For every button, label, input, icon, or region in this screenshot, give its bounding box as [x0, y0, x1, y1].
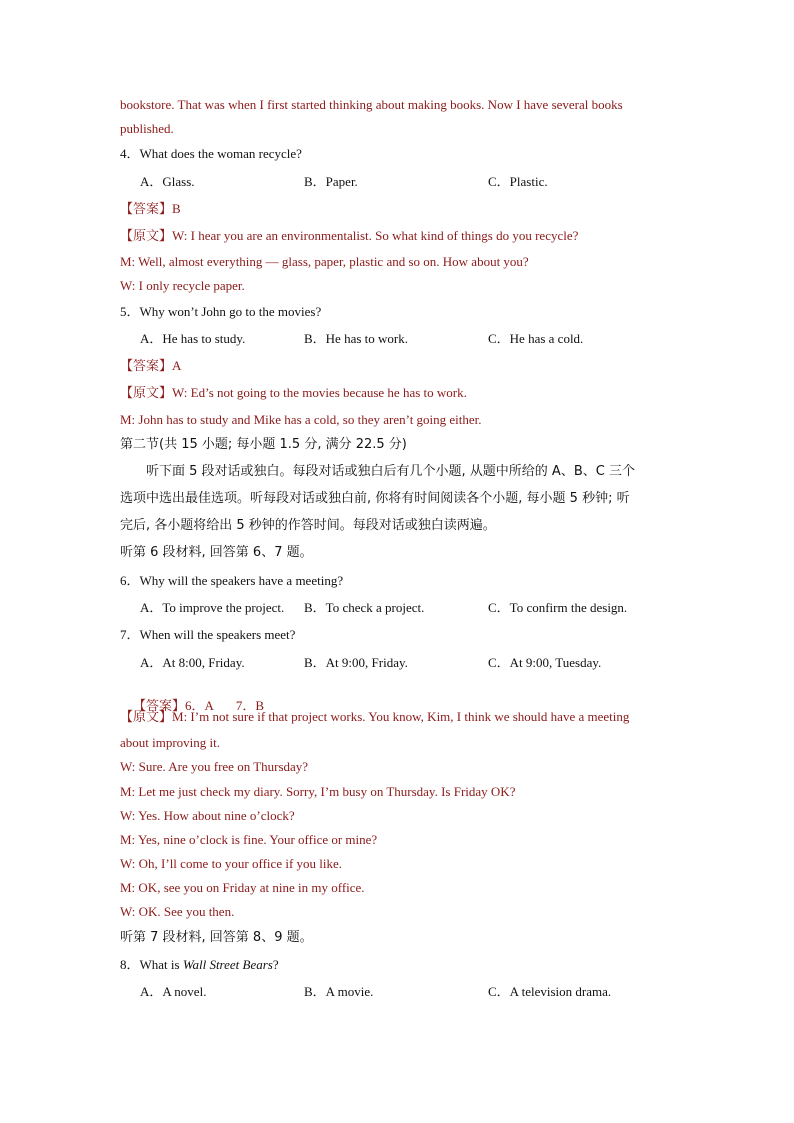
m6-script-line-9: W: OK. See you then.	[120, 904, 235, 919]
q5-script-line-1: 【原文】W: Ed’s not going to the movies because he has to work.	[120, 385, 467, 401]
title-italic: Wall Street Bears	[182, 957, 273, 972]
material-6-title: 听第 6 段材料, 回答第 6、7 题。	[120, 545, 313, 560]
q5-option-a: A．He has to study.	[140, 331, 246, 346]
q5-option-b: B．He has to work.	[304, 331, 408, 346]
m6-script-line-2: about improving it.	[120, 735, 221, 750]
q4-script-line-3: W: I only recycle paper.	[120, 278, 245, 293]
q6-option-b: B．To check a project.	[304, 600, 425, 615]
answer-tag: 【答案】	[120, 202, 173, 217]
q6-option-a: A．To improve the project.	[140, 600, 285, 615]
answer-tag: 【答案】	[120, 359, 173, 374]
m6-script-line-8: M: OK, see you on Friday at nine in my office.	[120, 880, 365, 895]
section-2-instructions-2: 选项中选出最佳选项。听每段对话或独白前, 你将有时间阅读各个小题, 每小题 5 秒钟; 听	[120, 491, 630, 506]
q4-script-line-1: 【原文】W: I hear you are an environmentalist. So what kind of things do you recycle?	[120, 228, 579, 244]
question-4: 4．What does the woman recycle?	[120, 146, 302, 161]
m6-script-line-1: 【原文】M: I’m not sure if that project works. You know, Kim, I think we should have a meeting	[120, 709, 630, 725]
q6-option-c: C．To confirm the design.	[488, 600, 628, 615]
q4-option-c: C．Plastic.	[488, 174, 548, 189]
answer-value: A	[172, 358, 182, 373]
section-2-instructions-3: 完后, 各小题将给出 5 秒钟的作答时间。每段对话或独白读两遍。	[120, 518, 496, 533]
q7-option-c: C．At 9:00, Tuesday.	[488, 655, 602, 670]
m6-script-line-5: W: Yes. How about nine o’clock?	[120, 808, 295, 823]
material-7-title: 听第 7 段材料, 回答第 8、9 题。	[120, 930, 313, 945]
question-6: 6．Why will the speakers have a meeting?	[120, 573, 344, 588]
section-2-instructions-1: 听下面 5 段对话或独白。每段对话或独白后有几个小题, 从题中所给的 A、B、C 三个	[146, 464, 635, 479]
answer-value: 6．A 7．B	[185, 698, 265, 713]
q8-option-c: C．A television drama.	[488, 984, 612, 999]
q7-option-a: A．At 8:00, Friday.	[140, 655, 245, 670]
question-5: 5．Why won’t John go to the movies?	[120, 304, 322, 319]
question-8: 8．What is Wall Street Bears?	[120, 957, 279, 972]
section-2-title: 第二节(共 15 小题; 每小题 1.5 分, 满分 22.5 分)	[120, 437, 407, 452]
script-tag: 【原文】	[120, 710, 173, 725]
script-tag: 【原文】	[120, 386, 173, 401]
q7-option-b: B．At 9:00, Friday.	[304, 655, 408, 670]
question-7: 7．When will the speakers meet?	[120, 627, 296, 642]
answer-tag: 【答案】	[133, 699, 186, 714]
m6-script-line-3: W: Sure. Are you free on Thursday?	[120, 759, 309, 774]
q5-answer	[120, 358, 181, 375]
intro-line-1: bookstore. That was when I first started thinking about making books. Now I have several books	[120, 97, 623, 112]
q4-option-a: A．Glass.	[140, 174, 195, 189]
q4-script-line-2: M: Well, almost everything — glass, paper, plastic and so on. How about you?	[120, 254, 529, 269]
intro-line-2: published.	[120, 121, 174, 136]
m6-script-line-7: W: Oh, I’ll come to your office if you like.	[120, 856, 343, 871]
q8-option-b: B．A movie.	[304, 984, 374, 999]
answer-value: B	[172, 201, 181, 216]
q8-option-a: A．A novel.	[140, 984, 207, 999]
q4-option-b: B．Paper.	[304, 174, 358, 189]
m6-script-line-6: M: Yes, nine o’clock is fine. Your office or mine?	[120, 832, 378, 847]
script-tag: 【原文】	[120, 229, 173, 244]
q5-option-c: C．He has a cold.	[488, 331, 584, 346]
q4-answer	[120, 201, 181, 218]
m6-script-line-4: M: Let me just check my diary. Sorry, I’m busy on Thursday. Is Friday OK?	[120, 784, 516, 799]
q5-script-line-2: M: John has to study and Mike has a cold, so they aren’t going either.	[120, 412, 482, 427]
